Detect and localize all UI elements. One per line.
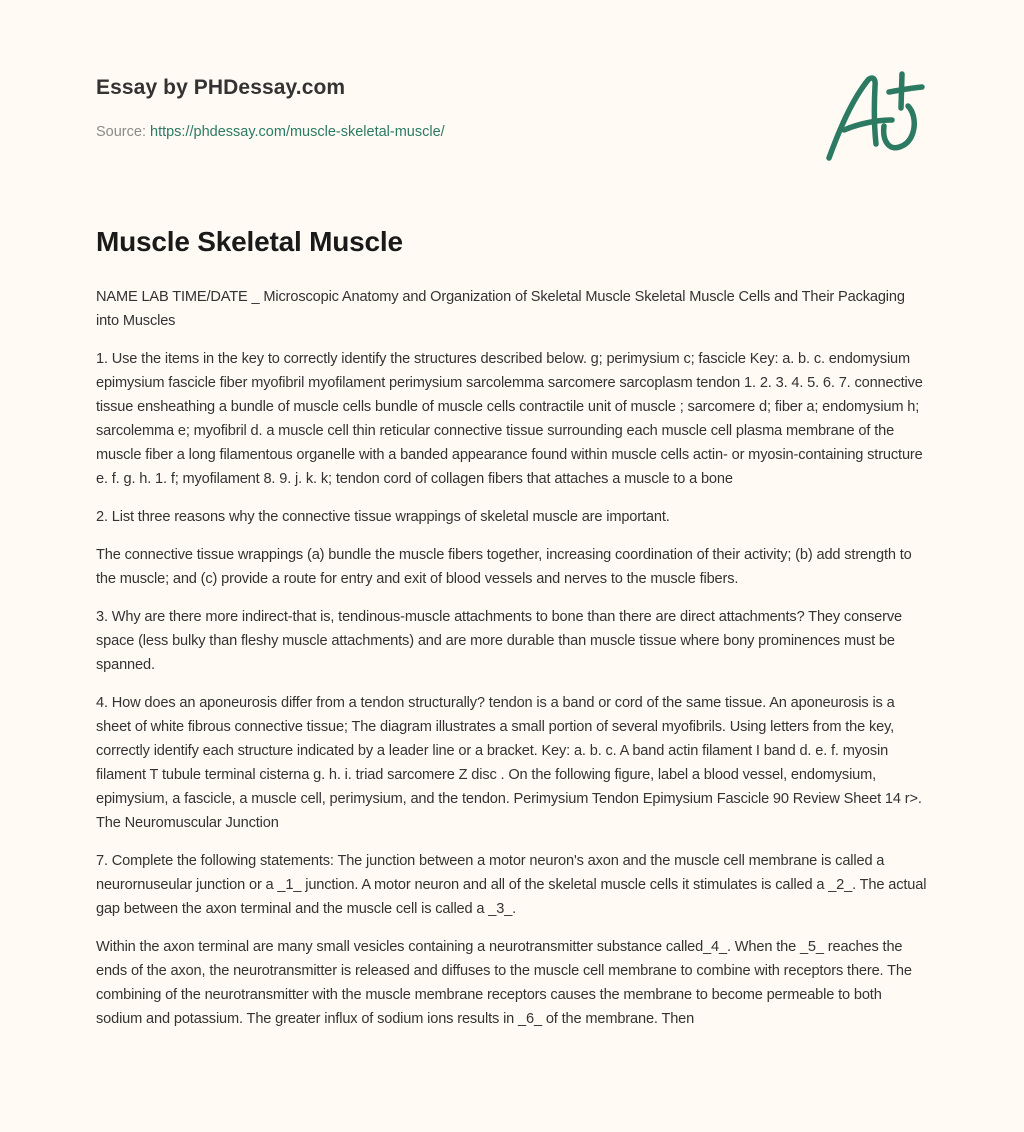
paragraph-question-4: 4. How does an aponeurosis differ from a tendon structurally? tendon is a band or cord of the same tissue. An aponeurosis is a sheet of white fibrous connective tissue; The diagram illustrates a small portion of several myofibrils. Using letters from the key, correctly identify each structure indicated by a leader line or a bracket. Key: a. b. c. A band actin filament I band d. e. f. myosin filament T tubule terminal cisterna g. h. i. triad sarcomere Z disc . On the following figure, label a blood vessel, endomysium, epimysium, a fascicle, a muscle cell, perimysium, and the tendon. Perimysium Tendon Epimysium Fascicle 90 Review Sheet 14 r>. The Neuromuscular Junction — [96, 695, 922, 831]
source-link[interactable]: https://phdessay.com/muscle-skeletal-muscle/ — [150, 124, 445, 140]
paragraph-question-3: 3. Why are there more indirect-that is, tendinous-muscle attachments to bone than there are direct attachments? They conserve space (less bulky than fleshy muscle attachments) and are more durable than muscle tissue where bony prominences must be spanned. — [96, 609, 902, 673]
paragraph-axon-terminal: Within the axon terminal are many small vesicles containing a neurotransmitter substance called_4_. When the _5_ reaches the ends of the axon, the neurotransmitter is released and diffuses to the muscle cell membrane to combine with receptors there. The combining of the neurotransmitter with the muscle membrane receptors causes the membrane to become permeable to both sodium and potassium. The greater influx of sodium ions results in _6_ of the membrane. Then — [96, 939, 912, 1027]
source-label: Source: — [96, 124, 150, 140]
paragraph-question-2: 2. List three reasons why the connective tissue wrappings of skeletal muscle are important. — [96, 509, 670, 525]
paragraph-answer-2: The connective tissue wrappings (a) bundle the muscle fibers together, increasing coordination of their activity; (b) add strength to the muscle; and (c) provide a route for entry and exit of blood vessels and nerves to the muscle fibers. — [96, 547, 912, 587]
paragraph-question-7: 7. Complete the following statements: The junction between a motor neuron's axon and the muscle cell membrane is called a neurornuseular junction or a _1_ junction. A motor neuron and all of the skeletal muscle cells it stimulates is called a _2_. The actual gap between the axon terminal and the muscle cell is called a _3_. — [96, 853, 927, 917]
page-header — [96, 0, 928, 200]
article-body — [96, 285, 928, 1045]
a-plus-logo-icon — [822, 66, 926, 166]
source-line — [96, 124, 445, 140]
paragraph-question-1: 1. Use the items in the key to correctly identify the structures described below. g; perimysium c; fascicle Key: a. b. c. endomysium epimysium fascicle fiber myofibril myofilament perimysium sarcolemma sarcomere sarcoplasm tendon 1. 2. 3. 4. 5. 6. 7. connective tissue ensheathing a bundle of muscle cells bundle of muscle cells contractile unit of muscle ; sarcomere d; fiber a; endomysium h; sarcolemma e; myofibril d. a muscle cell thin reticular connective tissue surrounding each muscle cell plasma membrane of the muscle fiber a long filamentous organelle with a banded appearance found within muscle cells actin- or myosin-containing structure e. f. g. h. 1. f; myofilament 8. 9. j. k. k; tendon cord of collagen fibers that attaches a muscle to a bone — [96, 351, 923, 487]
brand-title: Essay by PHDessay.com — [96, 76, 346, 99]
essay-page — [96, 0, 928, 1027]
article-title: Muscle Skeletal Muscle — [96, 226, 403, 257]
paragraph-intro: NAME LAB TIME/DATE _ Microscopic Anatomy and Organization of Skeletal Muscle Skeletal Muscle Cells and Their Packaging into Muscles — [96, 289, 905, 329]
